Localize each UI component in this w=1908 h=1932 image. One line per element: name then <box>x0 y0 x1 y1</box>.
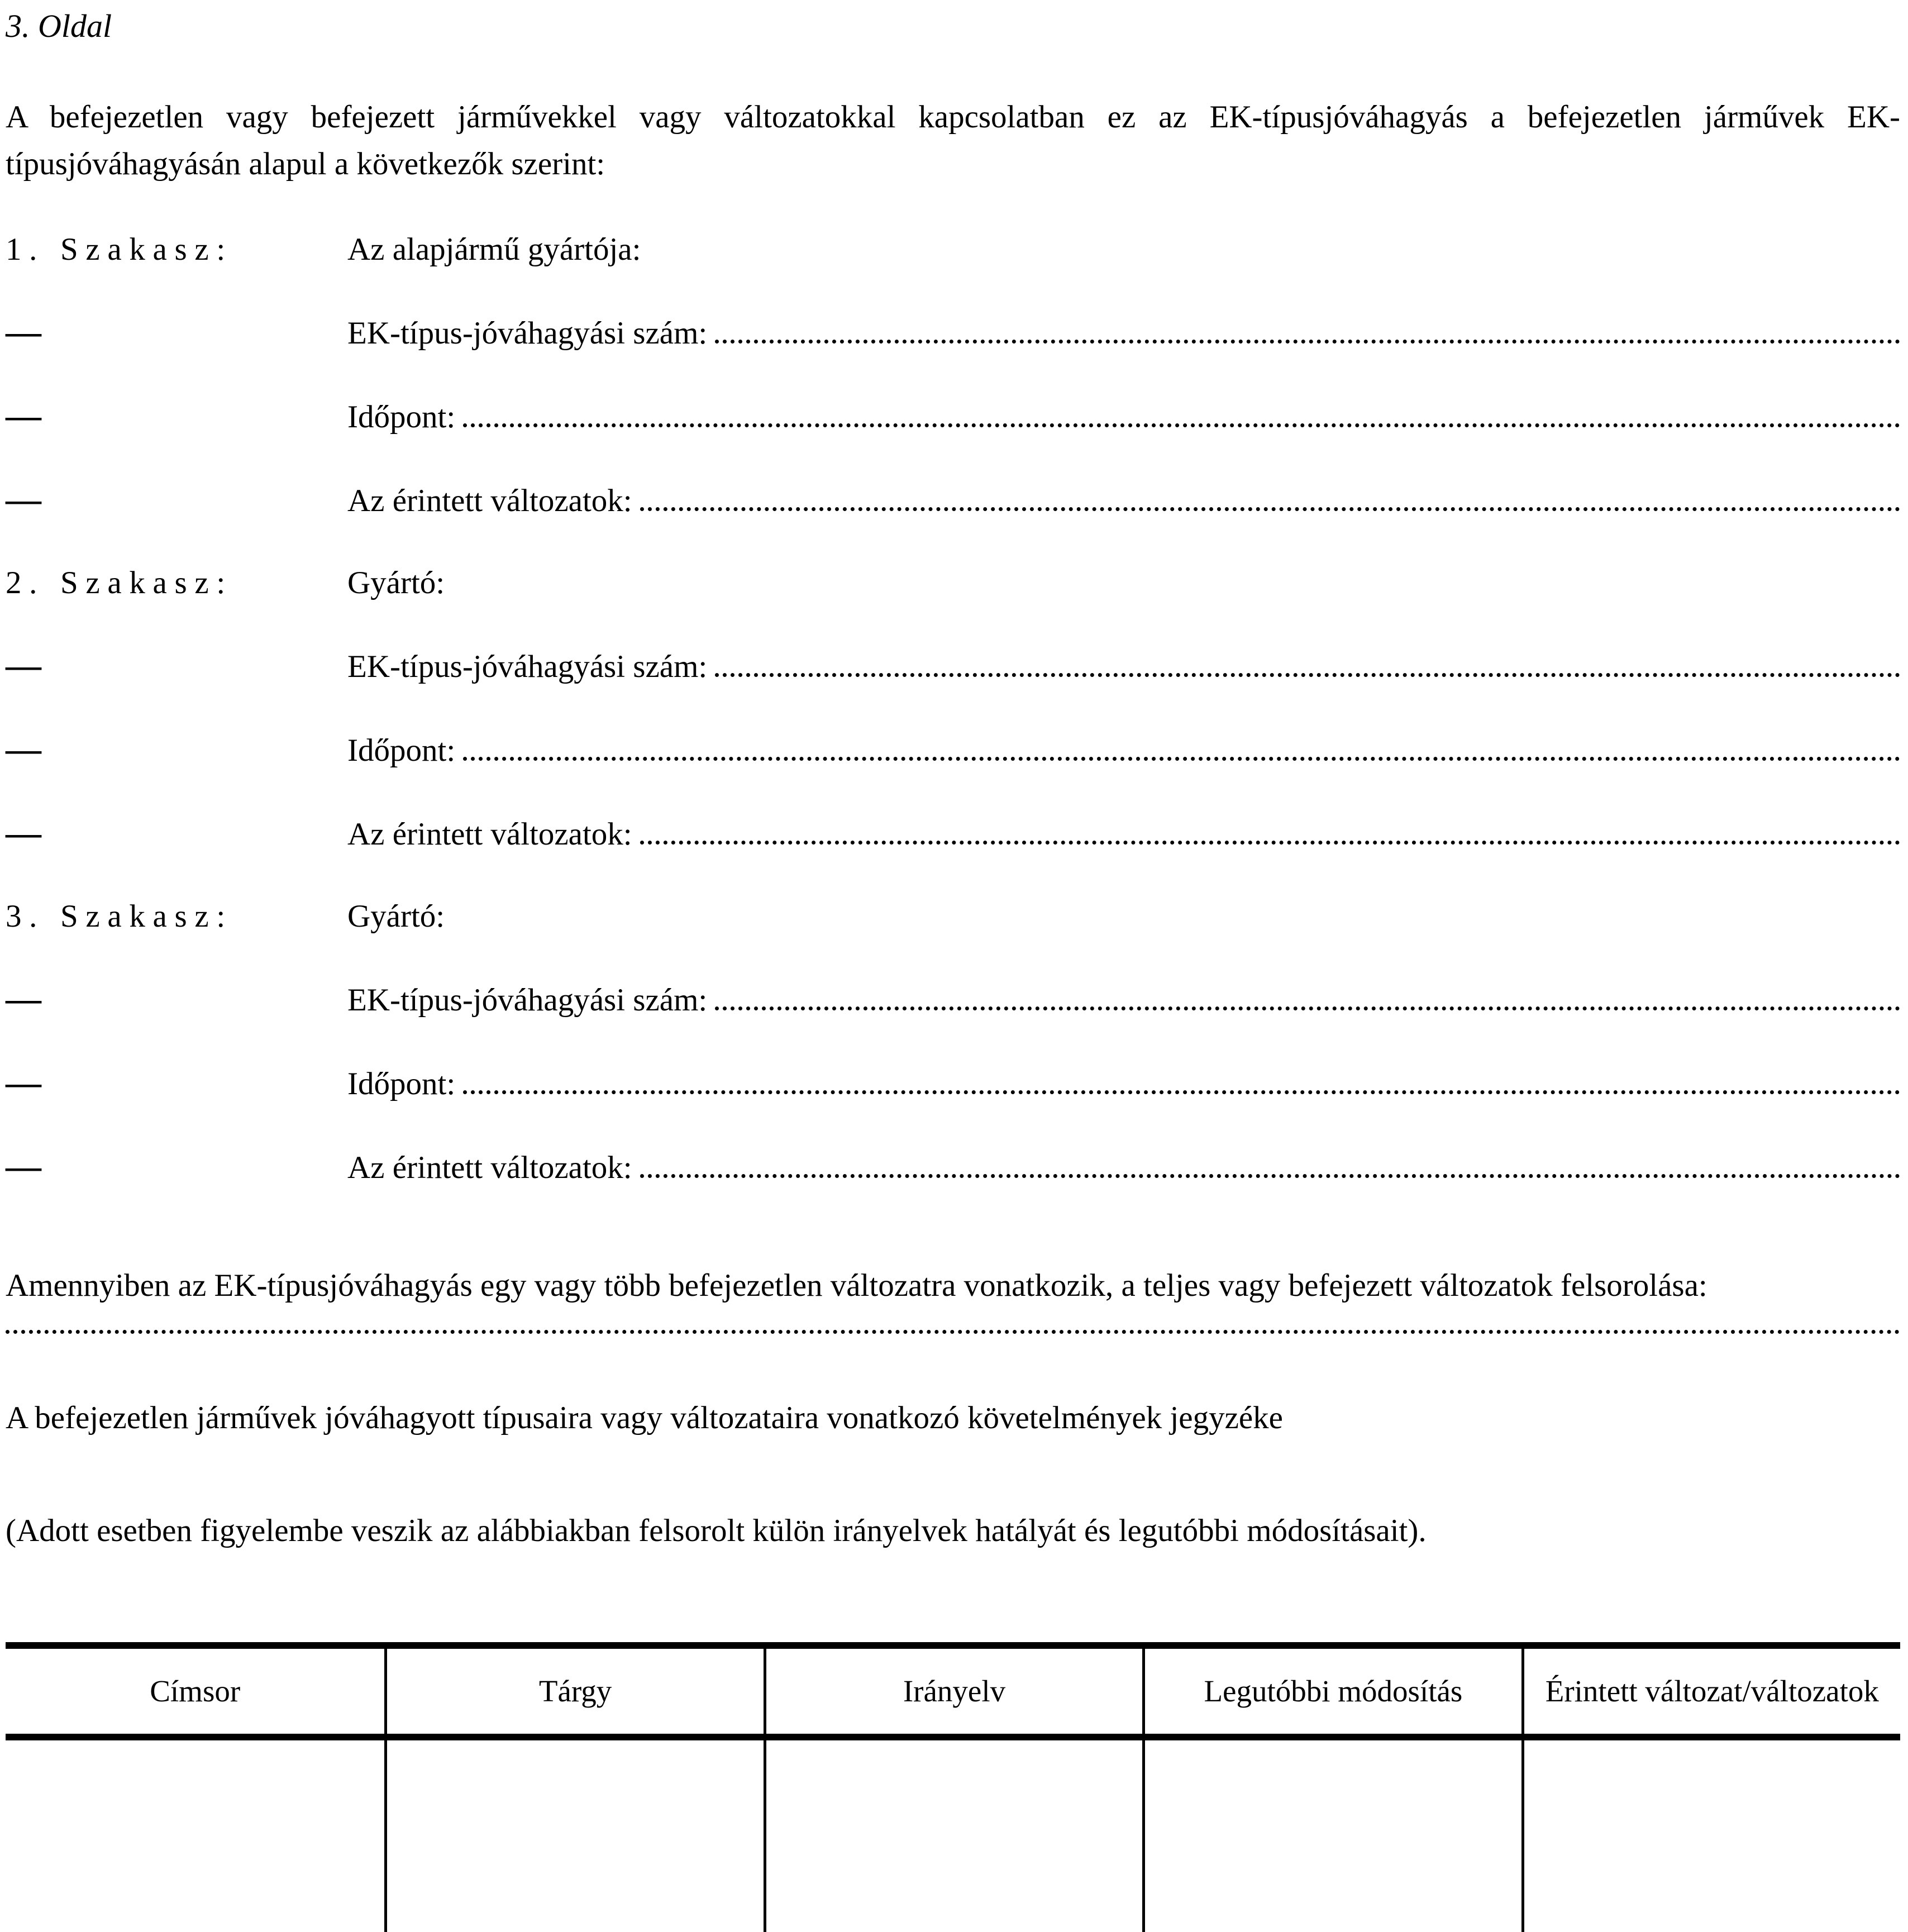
stage-item-row <box>6 814 1900 853</box>
em-dash-marker: — <box>6 729 41 769</box>
requirements-table <box>6 1642 1900 1932</box>
field-label: Az érintett változatok: <box>347 483 632 518</box>
table-header-cell: Tárgy <box>384 1649 763 1734</box>
stage-item-row <box>6 481 1900 519</box>
stage-item-row <box>6 731 1900 769</box>
stage-item-row <box>6 980 1900 1019</box>
em-dash-marker: — <box>6 645 41 685</box>
dotted-fill-line <box>463 1090 1900 1094</box>
stage-label: 1. Szakasz: <box>6 232 233 267</box>
table-header-cell: Legutóbbi módosítás <box>1142 1649 1521 1734</box>
em-dash-marker: — <box>6 1062 41 1102</box>
table-header-cell: Címsor <box>150 1674 241 1708</box>
table-cell <box>384 1740 763 1932</box>
stage-label: 2. Szakasz: <box>6 565 233 600</box>
dotted-fill-line <box>6 1330 1900 1334</box>
table-cell <box>1142 1740 1521 1932</box>
stage-heading-row <box>6 231 1900 268</box>
em-dash-marker: — <box>6 1146 41 1186</box>
dotted-fill-line <box>463 757 1900 761</box>
incomplete-variants-note: Amennyiben az EK-típusjóváhagyás egy vagy több befejezetlen változatra vonatkozik, a teljes vagy befejezett változatok felsorolása: <box>6 1268 1707 1303</box>
field-label: Időpont: <box>347 1066 456 1101</box>
em-dash-marker: — <box>6 479 41 519</box>
table-header-cell: Irányelv <box>764 1649 1142 1734</box>
field-label: Az érintett változatok: <box>347 817 632 852</box>
field-label: EK-típus-jóváhagyási szám: <box>347 649 708 684</box>
dotted-fill-line <box>463 423 1900 427</box>
table-header-cell: Érintett változat/változatok <box>1521 1649 1900 1734</box>
stage-label: 3. Szakasz: <box>6 899 233 934</box>
field-label: EK-típus-jóváhagyási szám: <box>347 982 708 1018</box>
field-label: EK-típus-jóváhagyási szám: <box>347 316 708 351</box>
page-number-heading: 3. Oldal <box>6 8 112 44</box>
dotted-fill-line <box>640 841 1900 845</box>
field-label: Időpont: <box>347 733 456 768</box>
stage-item-row <box>6 1064 1900 1103</box>
stage-item-row <box>6 313 1900 352</box>
stage-heading-row <box>6 898 1900 935</box>
stage-heading-row <box>6 565 1900 602</box>
stage-item-row <box>6 397 1900 436</box>
table-cell <box>6 1740 384 1932</box>
em-dash-marker: — <box>6 813 41 852</box>
field-label: Az érintett változatok: <box>347 1150 632 1185</box>
directives-note: (Adott esetben figyelembe veszik az alábbiakban felsorolt külön irányelvek hatályát és legutóbbi módosításait). <box>6 1513 1427 1548</box>
stage-item-row <box>6 1148 1900 1186</box>
table-header-row <box>6 1649 1900 1740</box>
stage-heading: Gyártó: <box>347 899 445 934</box>
stage-heading: Az alapjármű gyártója: <box>347 232 641 267</box>
table-cell <box>764 1740 1142 1932</box>
stage-item-row <box>6 647 1900 685</box>
em-dash-marker: — <box>6 979 41 1018</box>
dotted-fill-line <box>715 1006 1900 1010</box>
dotted-fill-line <box>715 673 1900 677</box>
em-dash-marker: — <box>6 395 41 435</box>
dotted-fill-line <box>640 1174 1900 1178</box>
stages-list <box>6 231 1900 1186</box>
intro-paragraph: A befejezetlen vagy befejezett járművekkel vagy változatokkal kapcsolatban ez az EK-típusjóváhagyás a befejezetlen járművek EK-típusjóváhagyásán alapul a következők szerint: <box>6 99 1900 182</box>
em-dash-marker: — <box>6 312 41 351</box>
table-body-row <box>6 1740 1900 1932</box>
field-label: Időpont: <box>347 399 456 435</box>
stage-heading: Gyártó: <box>347 565 445 600</box>
dotted-fill-line <box>715 340 1900 344</box>
table-cell <box>1521 1740 1900 1932</box>
dotted-fill-line <box>640 507 1900 511</box>
requirements-heading: A befejezetlen járművek jóváhagyott típusaira vagy változataira vonatkozó követelmények jegyzéke <box>6 1400 1283 1435</box>
